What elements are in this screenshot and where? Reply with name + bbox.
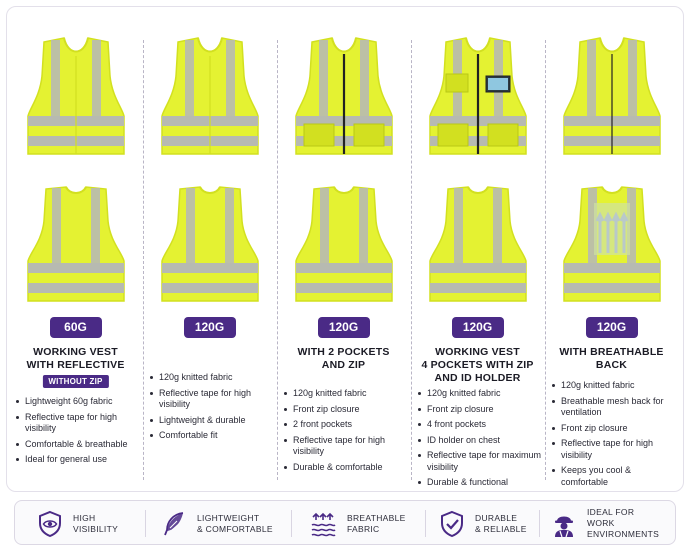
- feature-item: Ideal for general use: [16, 454, 143, 466]
- gsm-badge: 120G: [452, 317, 504, 338]
- benefit-divider: [425, 510, 426, 537]
- vest-front-image: [558, 36, 666, 161]
- product-name: WITH 2 POCKETS AND ZIP: [297, 346, 390, 371]
- benefit-divider: [145, 510, 146, 537]
- vest-front-image: [156, 36, 264, 161]
- feature-item: 2 front pockets: [284, 419, 411, 431]
- feature-item: ID holder on chest: [418, 435, 545, 447]
- gsm-badge: 120G: [586, 317, 638, 338]
- feature-item: 4 front pockets: [418, 419, 545, 431]
- vest-front-image: [424, 36, 532, 161]
- feature-item: Lightweight & durable: [150, 415, 277, 427]
- feature-list: [552, 380, 679, 492]
- product-card-5[interactable]: [544, 28, 679, 488]
- feature-item: Keeps you cool & comfortable: [552, 465, 679, 488]
- vest-front-image: [22, 36, 130, 161]
- worker-helmet-icon: [551, 510, 577, 538]
- feature-item: Lightweight 60g fabric: [16, 396, 143, 408]
- vest-back-image: [290, 183, 398, 308]
- feature-item: Front zip closure: [418, 404, 545, 416]
- feature-item: 120g knitted fabric: [150, 372, 277, 384]
- feature-item: Breathable mesh back for ventilation: [552, 396, 679, 419]
- feature-list: [284, 388, 411, 477]
- eye-shield-icon: [37, 510, 63, 538]
- benefit-work-environments: IDEAL FOR WORK ENVIRONMENTS: [551, 501, 675, 546]
- product-card-2[interactable]: [142, 28, 277, 488]
- feature-item: Reflective tape for high visibility: [16, 412, 143, 435]
- product-name: WORKING VEST WITH REFLECTIVE: [26, 346, 125, 371]
- vest-front-image: [290, 36, 398, 161]
- feature-list: [16, 396, 143, 470]
- vest-back-image: [156, 183, 264, 308]
- feature-item: Reflective tape for high visibility: [552, 438, 679, 461]
- product-card-4[interactable]: [410, 28, 545, 488]
- benefit-divider: [539, 510, 540, 537]
- feature-item: Reflective tape for high visibility: [150, 388, 277, 411]
- feature-item: Comfortable fit: [150, 430, 277, 442]
- benefit-durable: DURABLE & RELIABLE: [439, 501, 527, 546]
- vest-back-image: [558, 183, 666, 308]
- gsm-badge: 120G: [318, 317, 370, 338]
- product-name: WITH BREATHABLE BACK: [559, 346, 664, 371]
- check-shield-icon: [439, 510, 465, 538]
- benefits-bar: [14, 500, 676, 545]
- zip-tag: WITHOUT ZIP: [42, 375, 108, 388]
- benefit-divider: [291, 510, 292, 537]
- feature-item: 120g knitted fabric: [284, 388, 411, 400]
- feature-list: [418, 388, 545, 493]
- benefit-high-visibility: HIGH VISIBILITY: [37, 501, 118, 546]
- product-card-1[interactable]: [8, 28, 143, 488]
- benefit-breathable: BREATHABLE FABRIC: [309, 501, 406, 546]
- gsm-badge: 60G: [50, 317, 102, 338]
- gsm-badge: 120G: [184, 317, 236, 338]
- airflow-icon: [309, 510, 337, 538]
- feature-item: 120g knitted fabric: [552, 380, 679, 392]
- feature-item: Durable & functional: [418, 477, 545, 489]
- feature-item: 120g knitted fabric: [418, 388, 545, 400]
- vest-back-image: [22, 183, 130, 308]
- feature-item: Front zip closure: [552, 423, 679, 435]
- feature-item: Durable & comfortable: [284, 462, 411, 474]
- feature-item: Comfortable & breathable: [16, 439, 143, 451]
- feature-item: Front zip closure: [284, 404, 411, 416]
- feature-list: [150, 372, 277, 446]
- feather-icon: [161, 510, 187, 538]
- product-card-3[interactable]: [276, 28, 411, 488]
- vest-back-image: [424, 183, 532, 308]
- feature-item: Reflective tape for maximum visibility: [418, 450, 545, 473]
- feature-item: Reflective tape for high visibility: [284, 435, 411, 458]
- benefit-lightweight: LIGHTWEIGHT & COMFORTABLE: [161, 501, 273, 546]
- product-name: WORKING VEST 4 POCKETS WITH ZIP AND ID HOLDER: [421, 346, 534, 384]
